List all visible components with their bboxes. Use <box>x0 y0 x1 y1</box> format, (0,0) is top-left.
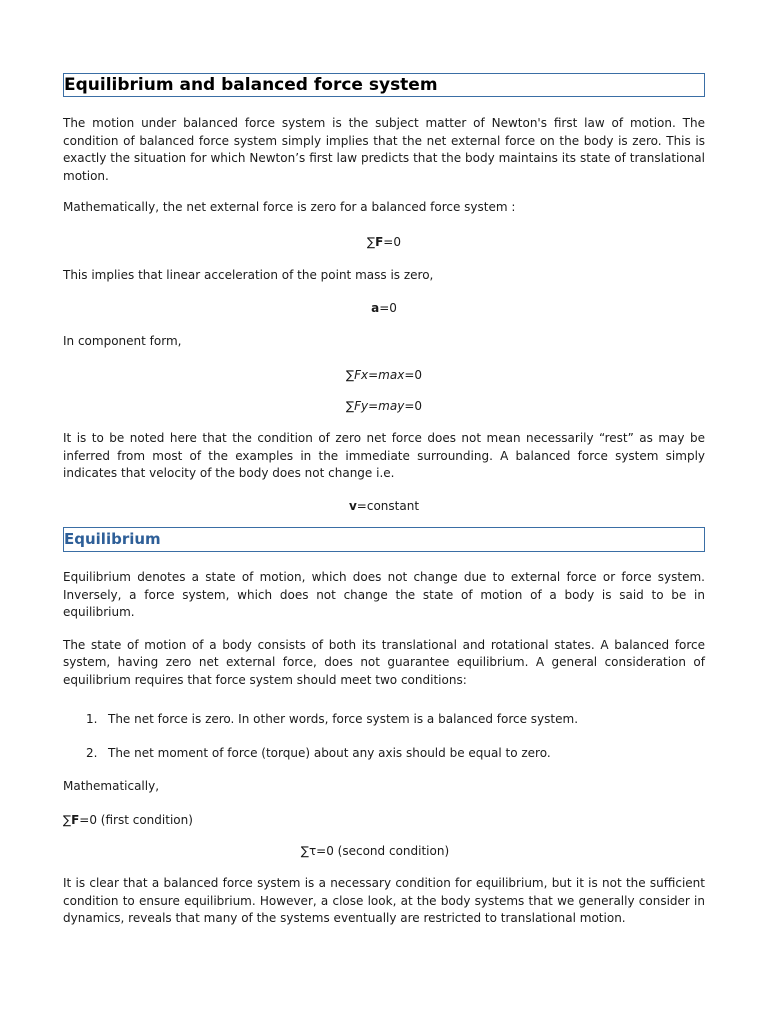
force-vector: F <box>375 234 384 249</box>
document-page <box>63 73 705 928</box>
paragraph-rest-note: It is to be noted here that the condition of zero net force does not mean necessarily “rest” as may be inferred from most of the examples in the immediate surrounding. A balanced force system simply indicates that velocity of the body does not change i.e. <box>63 431 705 481</box>
equation-rest: =constant <box>356 498 420 513</box>
paragraph-conclusion: It is clear that a balanced force system is a necessary condition for equilibrium, but it is not the sufficient condition to ensure equilibrium. However, a close look, at the body systems that we generally consider in dynamics, reveals that many of the systems eventually are restricted to translational motion. <box>63 876 705 926</box>
sum-symbol: ∑ <box>345 399 355 414</box>
list-text: The net moment of force (torque) about any axis should be equal to zero. <box>108 745 551 760</box>
equation-acceleration <box>63 300 705 316</box>
paragraph-component-form: In component form, <box>63 333 182 348</box>
section-heading-equilibrium: Equilibrium <box>63 527 705 552</box>
list-item <box>63 711 705 727</box>
equals-sign: = <box>368 399 379 414</box>
equation-var: max <box>378 368 405 383</box>
paragraph-acceleration: This implies that linear acceleration of the point mass is zero, <box>63 267 434 282</box>
equation-rest: =0 <box>379 300 397 315</box>
conditions-list <box>63 711 705 761</box>
velocity-vector: v <box>348 498 357 513</box>
section-heading-equilibrium-balanced-force: Equilibrium and balanced force system <box>63 73 705 97</box>
equation-rest: =0 <box>383 234 401 249</box>
equation-rest: =0 <box>404 368 423 383</box>
equation-rest: =0 <box>404 399 423 414</box>
equation-fx <box>63 367 705 383</box>
paragraph-state-of-motion: The state of motion of a body consists of both its translational and rotational states. A balanced force system, having zero net external force, does not guarantee equilibrium. A general consideration of equilibrium requires that force system should meet two conditions: <box>63 637 705 687</box>
list-number: 2. <box>86 745 98 760</box>
equation-var: Fy <box>354 399 369 414</box>
equation-var: may <box>378 399 405 414</box>
paragraph-equilibrium-definition: Equilibrium denotes a state of motion, which does not change due to external force or force system. Inversely, a force system, which does not change the state of motion of a body is said to be in equilibrium. <box>63 569 705 620</box>
equation-second-condition: ∑τ=0 (second condition) <box>300 844 450 859</box>
sum-symbol: ∑ <box>345 368 355 383</box>
equation-first-condition <box>63 812 705 828</box>
equation-var: Fx <box>354 368 369 383</box>
equation-rest: =0 (first condition) <box>79 813 193 828</box>
paragraph-mathematically-2: Mathematically, <box>63 778 160 793</box>
sum-symbol: ∑ <box>63 813 72 828</box>
list-text: The net force is zero. In other words, force system is a balanced force system. <box>108 711 579 726</box>
list-item <box>63 745 705 761</box>
equation-fy <box>63 398 705 414</box>
equation-net-force <box>63 234 705 250</box>
paragraph-intro: The motion under balanced force system is the subject matter of Newton's first law of motion. The condition of balanced force system simply implies that the net external force on the body is zero. This is exactly the situation for which Newton’s first law predicts that the body maintains its state of translational motion. <box>63 116 705 183</box>
list-number: 1. <box>86 711 98 726</box>
paragraph-mathematically: Mathematically, the net external force is zero for a balanced force system : <box>63 200 516 215</box>
sum-symbol: ∑ <box>367 234 376 249</box>
equals-sign: = <box>368 368 379 383</box>
equation-velocity <box>63 498 705 514</box>
acceleration-vector: a <box>371 300 380 315</box>
force-vector: F <box>71 813 80 828</box>
